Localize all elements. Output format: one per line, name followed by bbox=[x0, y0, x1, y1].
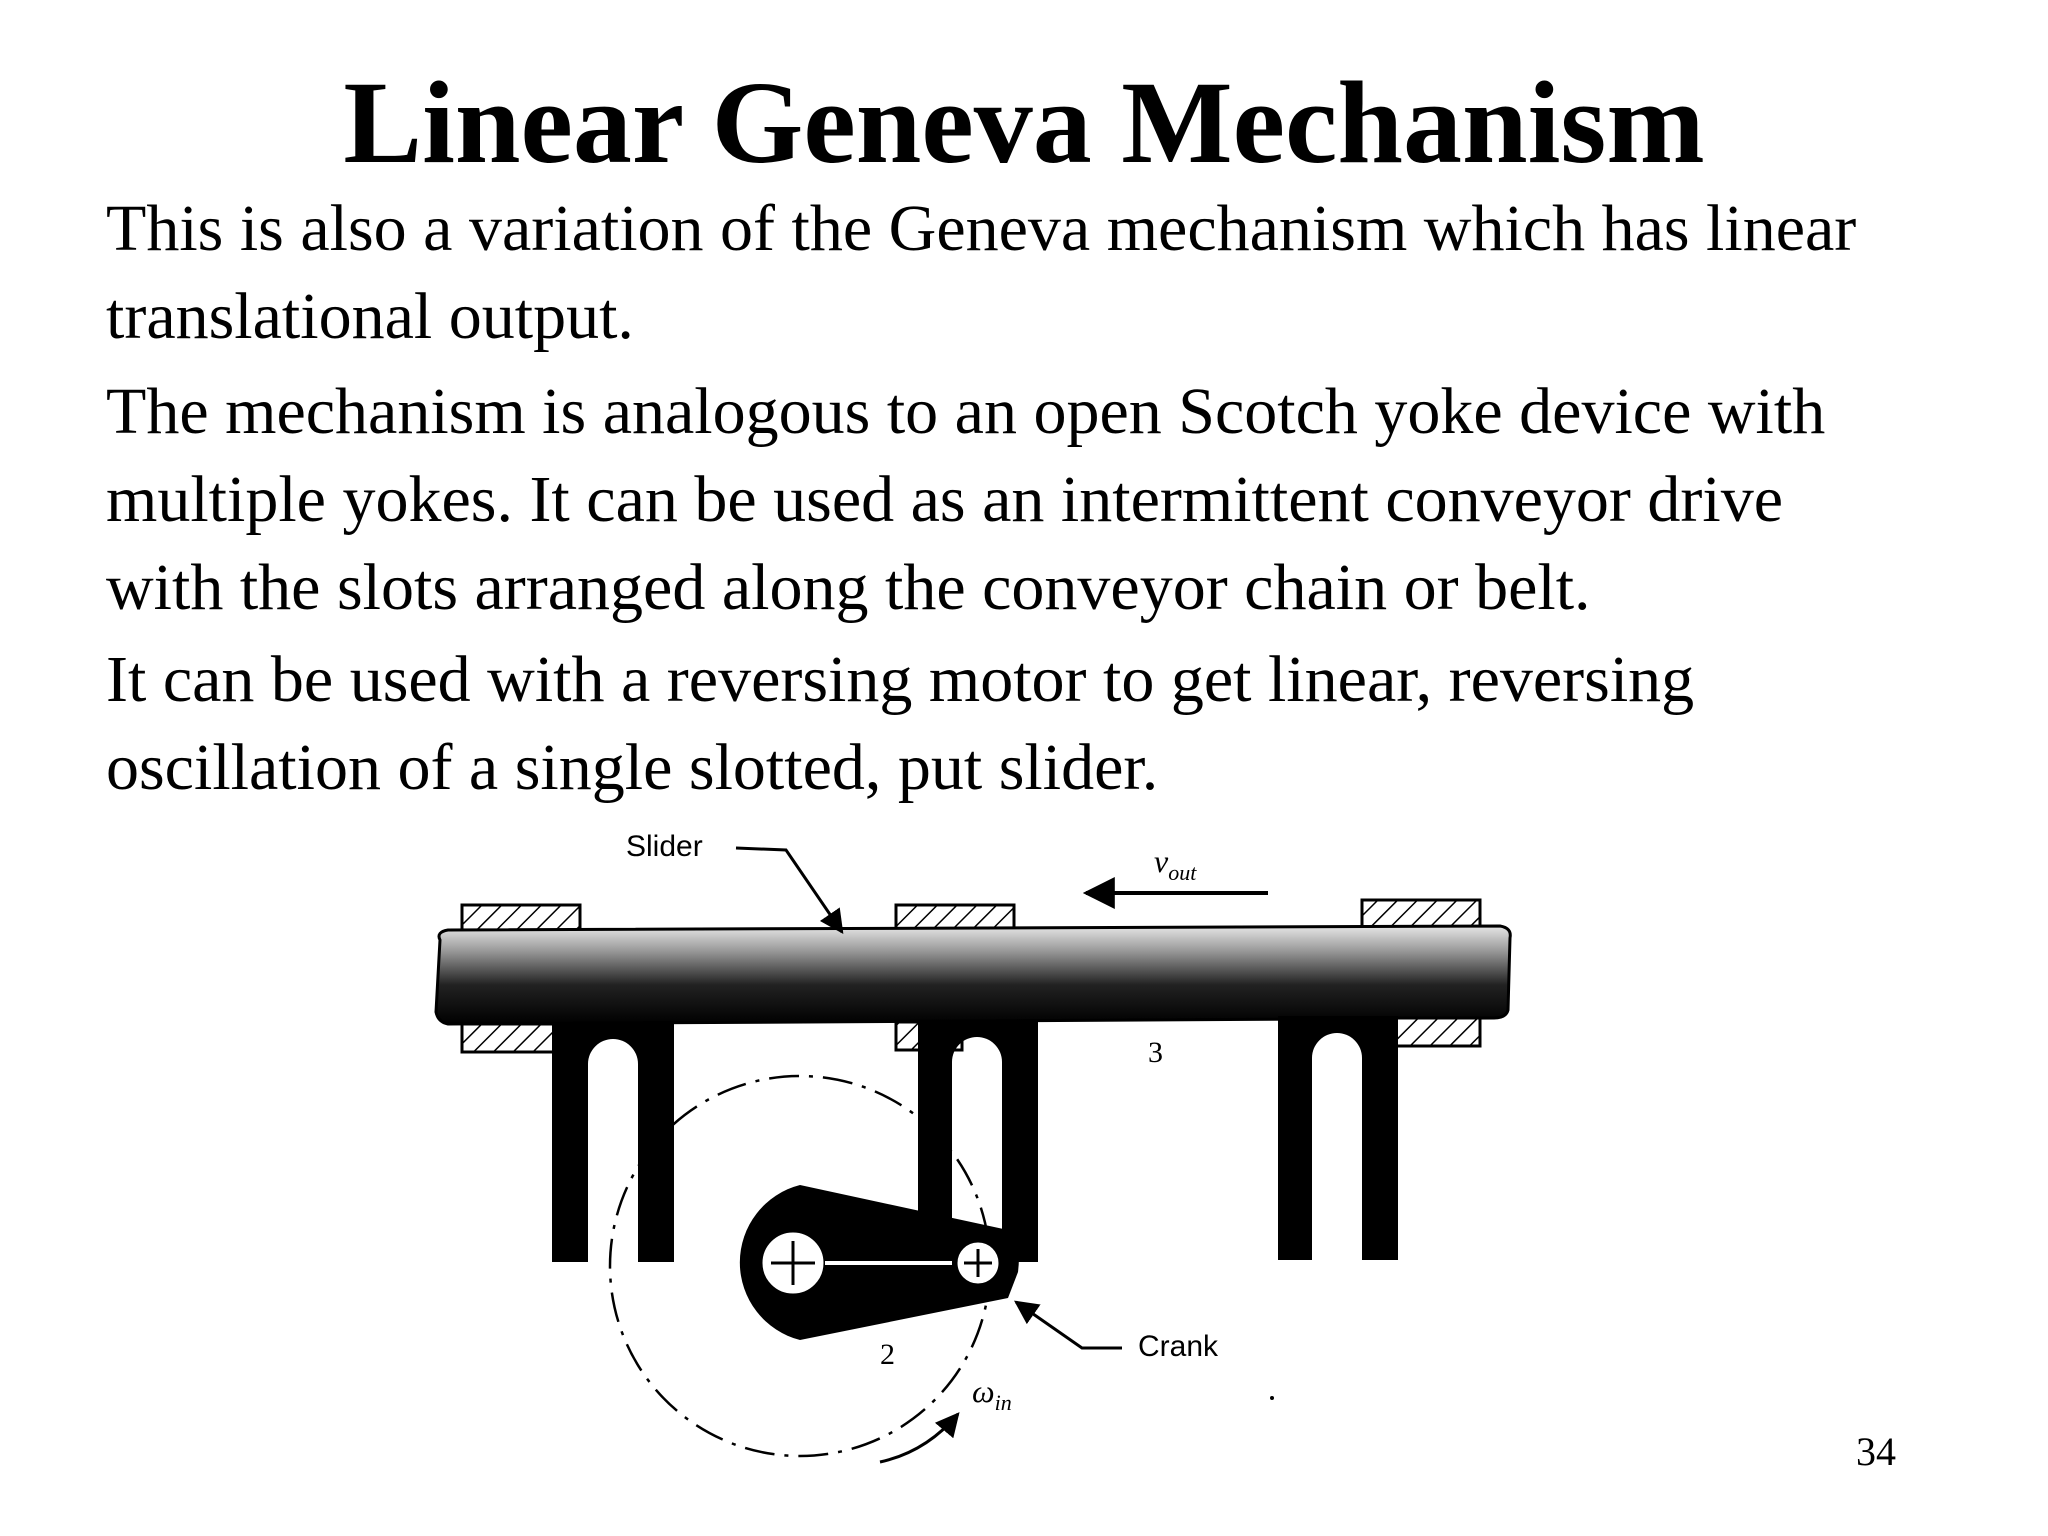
omega-arrow bbox=[880, 1414, 958, 1462]
paragraph-line: translational output. bbox=[106, 280, 634, 353]
crank-label: Crank bbox=[1138, 1330, 1219, 1363]
paragraph-line: with the slots arranged along the conveyor chain or belt. bbox=[106, 551, 1591, 624]
stray-dot bbox=[1270, 1396, 1274, 1400]
link-3-label: 3 bbox=[1148, 1036, 1163, 1069]
crank-leader-line bbox=[1016, 1302, 1122, 1348]
slider-label: Slider bbox=[626, 830, 703, 863]
slide-title: Linear Geneva Mechanism bbox=[343, 57, 1705, 188]
guide-block-top-right bbox=[1362, 900, 1480, 928]
paragraph-line: The mechanism is analogous to an open Scotch yoke device with bbox=[106, 375, 1826, 448]
slider-leader-line bbox=[736, 848, 842, 932]
page-number: 34 bbox=[1856, 1429, 1896, 1474]
paragraph-line: oscillation of a single slotted, put slider. bbox=[106, 731, 1159, 804]
paragraph-line: This is also a variation of the Geneva mechanism which has linear bbox=[106, 192, 1857, 265]
slider-bar bbox=[436, 926, 1510, 1024]
omega-label: $\omega_{in}$ bbox=[972, 1373, 1012, 1415]
paragraph-line: It can be used with a reversing motor to get linear, reversing bbox=[106, 643, 1695, 716]
yoke-right bbox=[1278, 1016, 1398, 1260]
paragraph-line: multiple yokes. It can be used as an intermittent conveyor drive bbox=[106, 463, 1784, 536]
velocity-label: $v_{out}$ bbox=[1154, 843, 1197, 885]
link-2-label: 2 bbox=[880, 1338, 895, 1371]
